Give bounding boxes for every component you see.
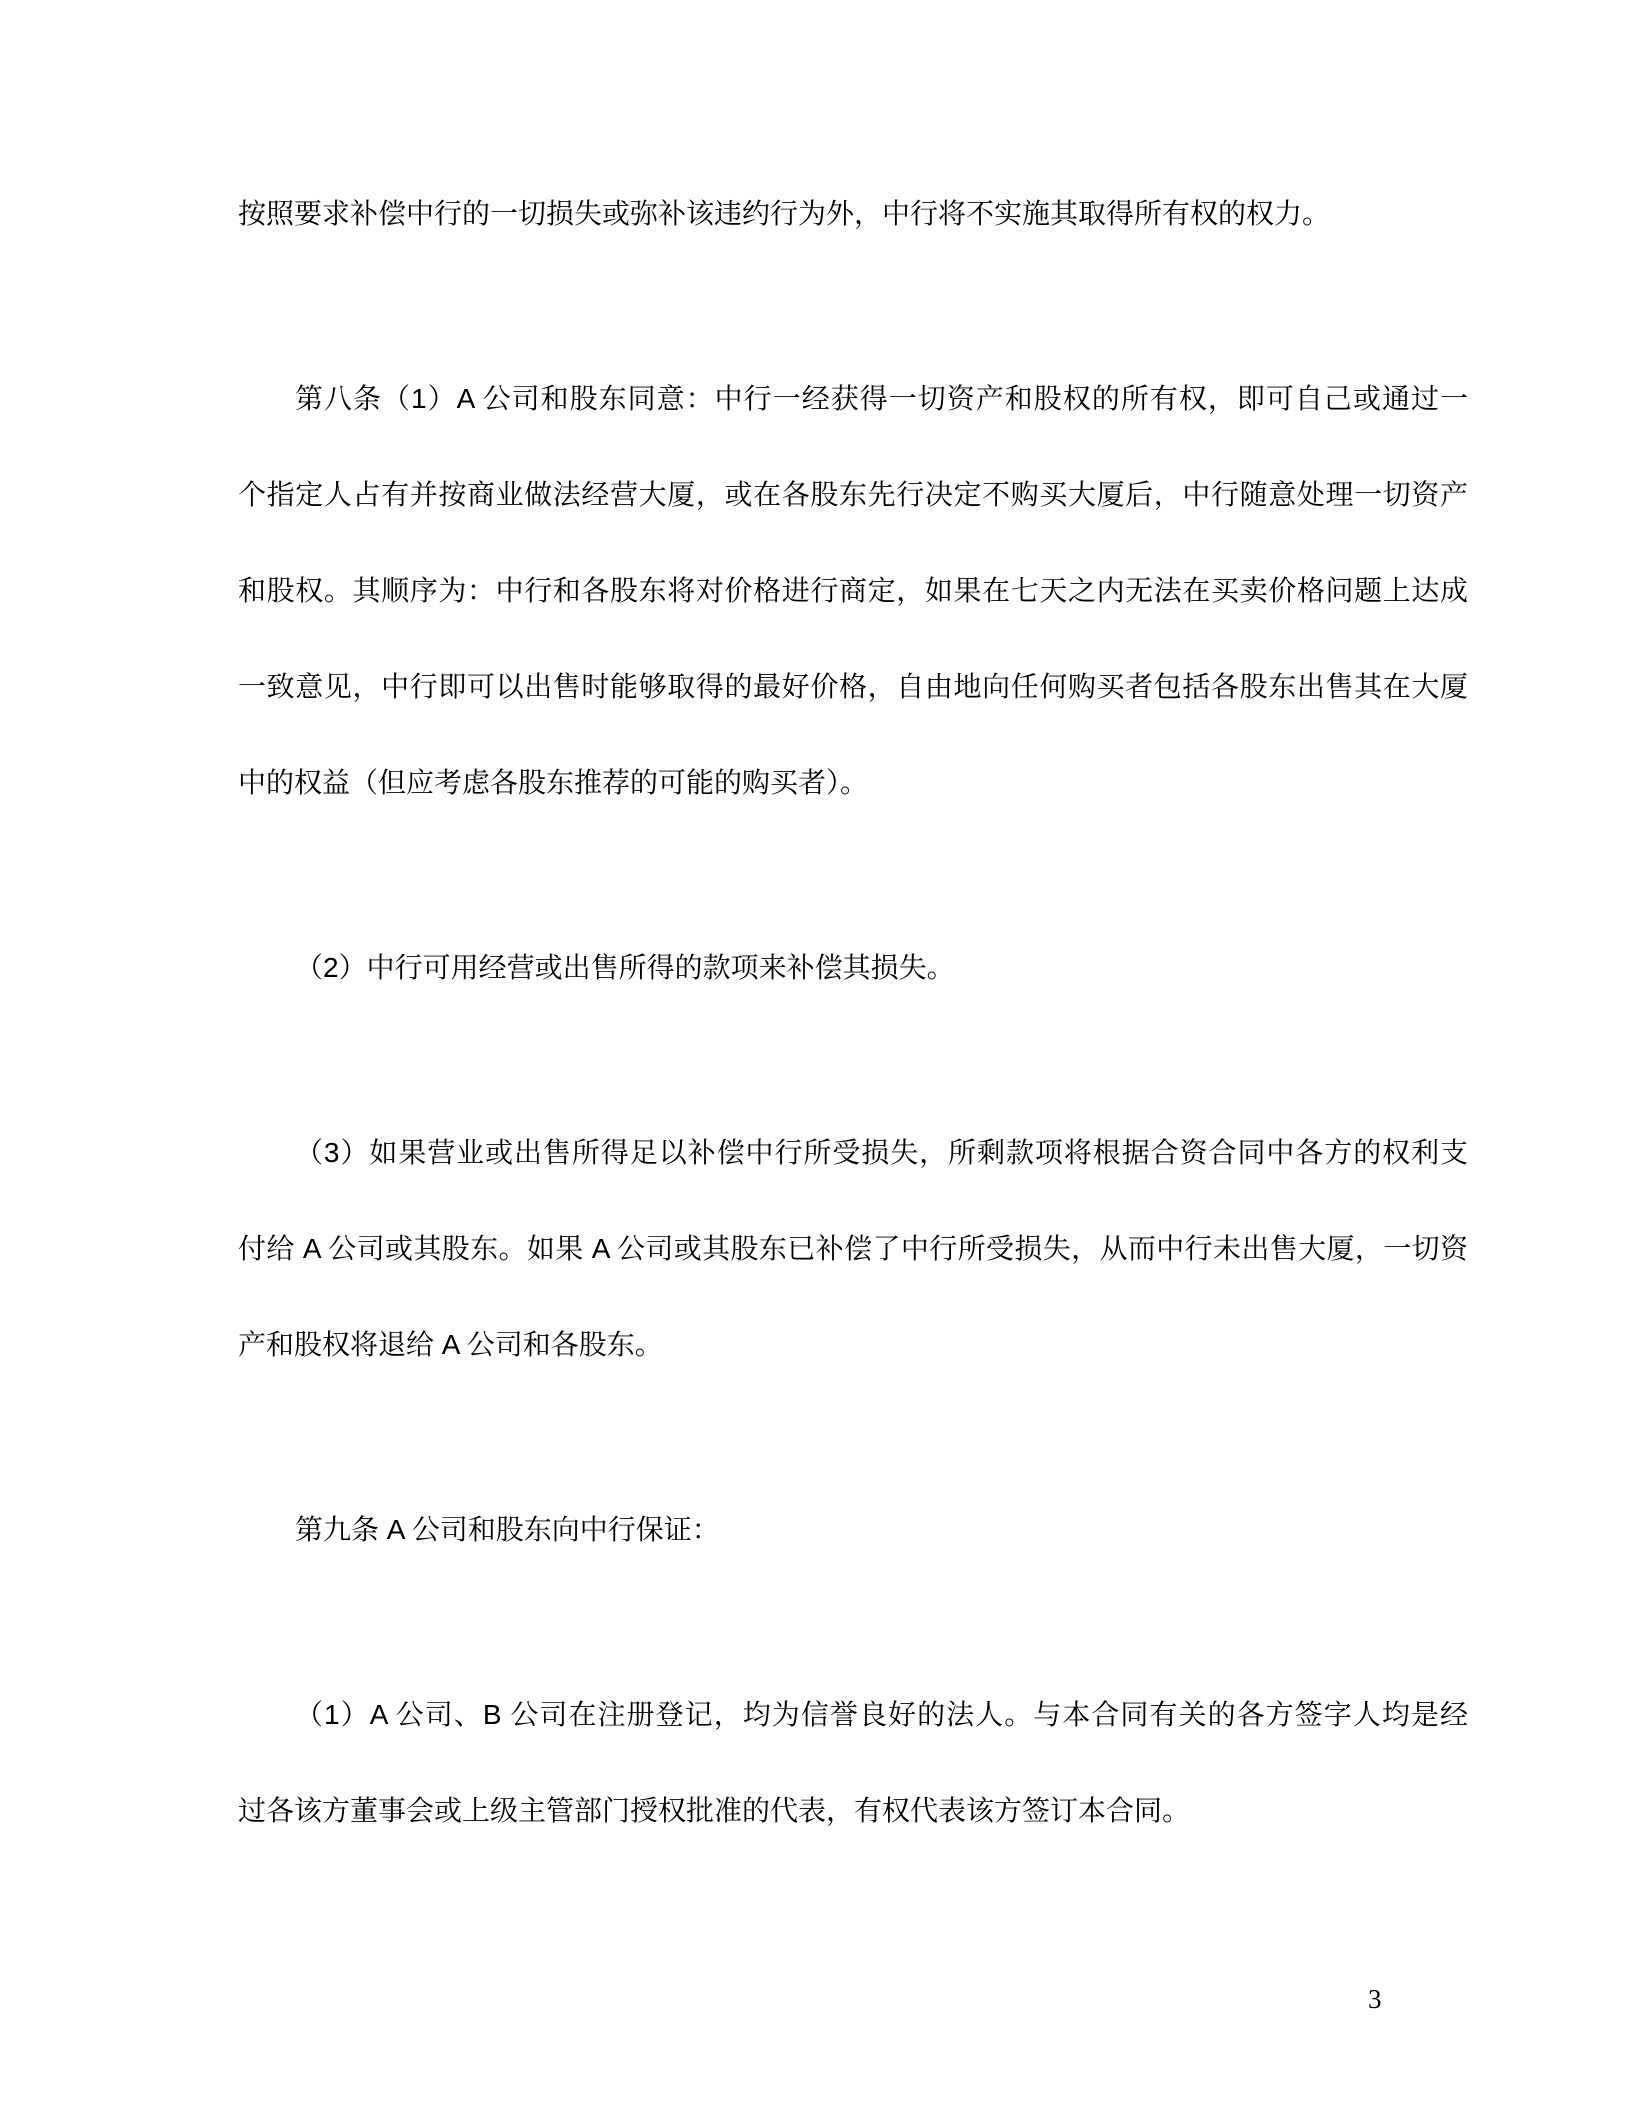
paragraph-article-8-item-2 — [238, 920, 1468, 1016]
paragraph-article-9 — [238, 1482, 1468, 1578]
paragraph-continuation — [238, 166, 1468, 262]
text-line: 付给 A 公司或其股东。如果 A 公司或其股东已补偿了中行所受损失，从而中行未出售大厦，一切资 — [238, 1233, 1468, 1264]
text-line: （2）中行可用经营或出售所得的款项来补偿其损失。 — [295, 952, 955, 983]
text-line: 个指定人占有并按商业做法经营大厦，或在各股东先行决定不购买大厦后，中行随意处理一切资产 — [238, 479, 1468, 510]
paragraph-article-8-item-3 — [238, 1105, 1468, 1393]
text-line: （1）A 公司、B 公司在注册登记，均为信誉良好的法人。与本合同有关的各方签字人均是经 — [295, 1699, 1468, 1730]
text-line: 和股权。其顺序为：中行和各股东将对价格进行商定，如果在七天之内无法在买卖价格问题上达成 — [238, 575, 1468, 606]
page-number: 3 — [1368, 1984, 1382, 2014]
text-line: 第九条 A 公司和股东向中行保证： — [295, 1514, 720, 1545]
paragraph-article-9-item-1 — [238, 1667, 1468, 1859]
text-line: 按照要求补偿中行的一切损失或弥补该违约行为外，中行将不实施其取得所有权的权力。 — [238, 198, 1331, 229]
text-line: （3）如果营业或出售所得足以补偿中行所受损失，所剩款项将根据合资合同中各方的权利支 — [295, 1137, 1468, 1168]
paragraph-article-8 — [238, 351, 1468, 831]
text-line: 中的权益（但应考虑各股东推荐的可能的购买者）。 — [238, 767, 869, 798]
text-line: 第八条（1）A 公司和股东同意：中行一经获得一切资产和股权的所有权，即可自己或通过一 — [295, 383, 1468, 414]
text-line: 产和股权将退给 A 公司和各股东。 — [238, 1329, 663, 1360]
document-body — [238, 166, 1468, 1948]
text-line: 过各该方董事会或上级主管部门授权批准的代表，有权代表该方签订本合同。 — [238, 1795, 1191, 1826]
text-line: 一致意见，中行即可以出售时能够取得的最好价格，自由地向任何购买者包括各股东出售其在大厦 — [238, 671, 1468, 702]
